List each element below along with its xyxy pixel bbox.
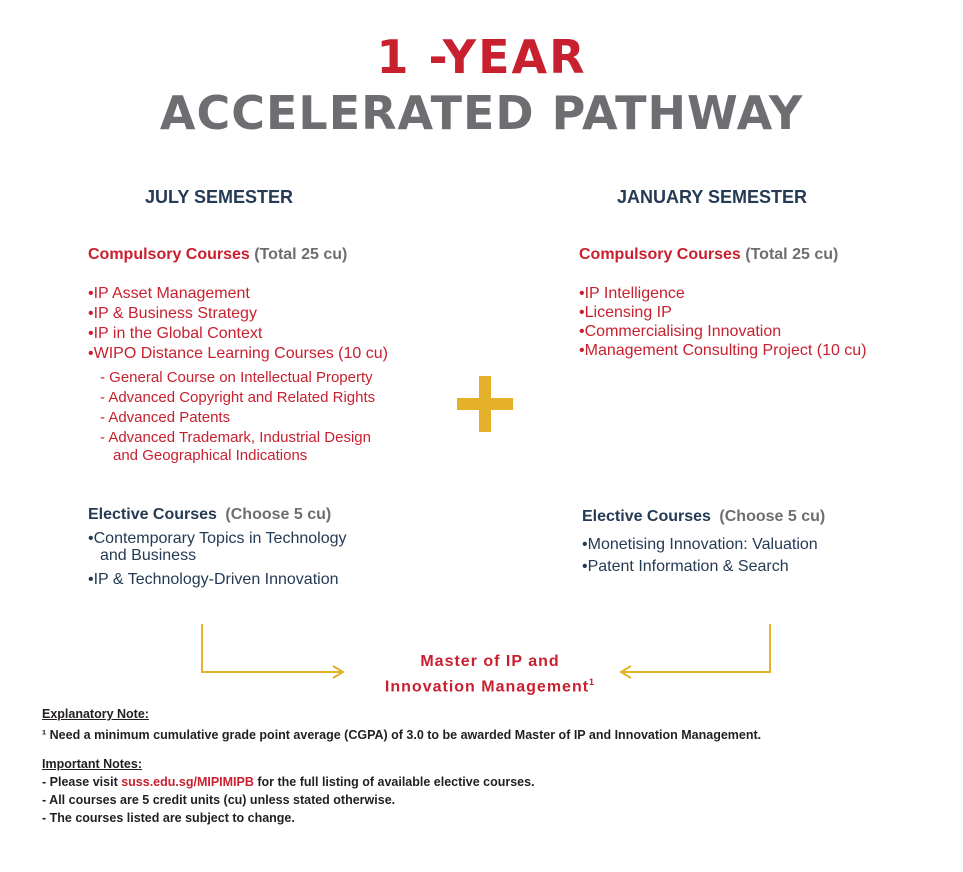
july-compulsory-note: (Total 25 cu) [254,246,348,263]
list-item: • Management Consulting Project (10 cu) [579,341,867,360]
list-item: • IP & Technology-Driven Innovation [88,570,347,590]
july-elective-label: Elective Courses [88,506,217,523]
explanatory-text: ¹ Need a minimum cumulative grade point average (CGPA) of 3.0 to be awarded Master of IP and Innovation Management. [42,728,762,742]
outcome-label [340,651,640,697]
list-item: • Monetising Innovation: Valuation [582,534,818,556]
note-3: - The courses listed are subject to change. [42,811,295,825]
outcome-line-1: Master of IP and [420,653,560,670]
outcome-superscript: 1 [589,677,596,687]
january-elective-label: Elective Courses [582,508,711,525]
note-1-suffix: for the full listing of available elective courses. [253,775,535,789]
list-item: - Advanced Copyright and Related Rights [100,389,376,406]
outcome-line-2 [340,672,640,697]
list-item: • IP & Business Strategy [88,304,388,324]
list-item: • WIPO Distance Learning Courses (10 cu) [88,344,388,364]
right-arrow-icon [621,624,770,678]
january-compulsory-label: Compulsory Courses [579,246,741,263]
explanatory-heading: Explanatory Note: [42,707,149,721]
left-arrow-icon [202,624,343,678]
outcome-line-2-text: Innovation Management [384,678,590,696]
list-item: • IP Intelligence [579,284,867,303]
note-2: - All courses are 5 credit units (cu) unless stated otherwise. [42,793,396,807]
footer-notes [42,705,761,827]
list-item: • IP Asset Management [88,284,388,304]
list-item: - Advanced Patents [100,409,231,426]
july-semester-heading: JULY SEMESTER [145,187,294,207]
list-item: and Business [100,547,197,564]
note-1 [42,773,761,791]
list-item: • Contemporary Topics in Technology [88,530,347,548]
list-item: • Commercialising Innovation [579,322,867,341]
july-compulsory-label: Compulsory Courses [88,246,250,263]
list-item: • Licensing IP [579,303,867,322]
note-1-prefix: - Please visit [42,775,122,789]
important-heading: Important Notes: [42,757,142,771]
elective-courses-link[interactable]: suss.edu.sg/MIPIMIPB [121,775,254,789]
list-item: • Patent Information & Search [582,556,818,578]
list-item: - General Course on Intellectual Property [100,369,373,386]
july-elective-note: (Choose 5 cu) [225,506,332,523]
title-line-1: 1 -YEAR [376,30,587,84]
list-item: and Geographical Indications [113,447,308,464]
list-item: • IP in the Global Context [88,324,388,344]
january-semester-heading: JANUARY SEMESTER [617,187,808,207]
january-elective-note: (Choose 5 cu) [719,508,826,525]
title-line-2: ACCELERATED PATHWAY [159,86,804,140]
january-compulsory-note: (Total 25 cu) [745,246,839,263]
list-item: - Advanced Trademark, Industrial Design [100,429,371,446]
